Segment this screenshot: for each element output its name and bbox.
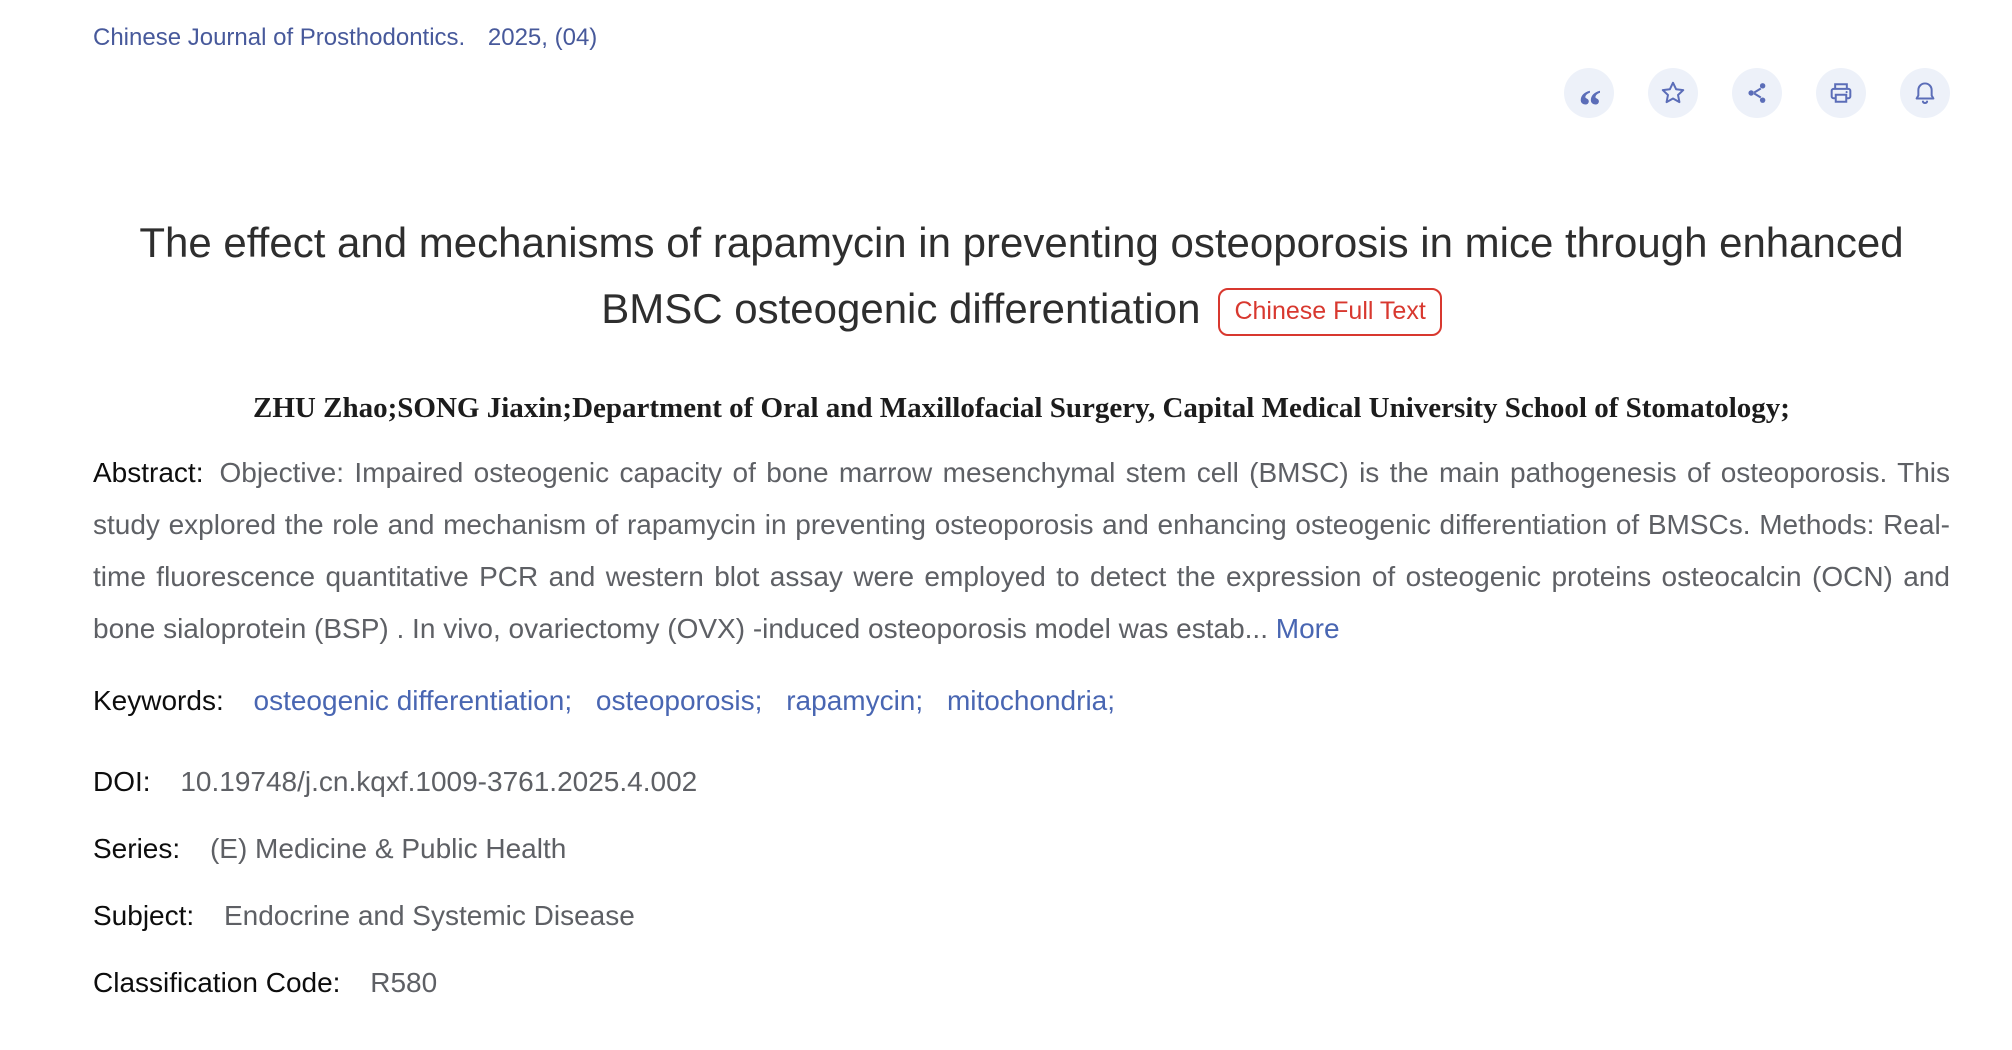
subject-label: Subject: — [93, 900, 195, 931]
alert-button[interactable] — [1900, 68, 1950, 118]
classification-code-value: R580 — [370, 967, 438, 998]
meta-row-doi — [93, 767, 1950, 797]
share-button[interactable] — [1732, 68, 1782, 118]
meta-row-series — [93, 834, 1950, 864]
star-icon — [1659, 79, 1687, 107]
meta-section — [93, 767, 1950, 998]
article-toolbar — [1564, 68, 1950, 131]
abstract-section — [93, 447, 1950, 655]
series-label: Series: — [93, 833, 181, 864]
abstract-text: Objective: Impaired osteogenic capacity of bone marrow mesenchymal stem cell (BMSC) is the main pathogenesis of osteoporosis. This study explored the role and mechanism of rapamycin in preventing osteoporosis and enhancing osteogenic differentiation of BMSCs. Methods: Real-time fluorescence quantitative PCR and western blot assay were employed to detect the expression of osteogenic proteins osteocalcin (OCN) and bone sialoprotein (BSP) . In vivo, ovariectomy (OVX) -induced osteoporosis model was estab... — [93, 457, 1950, 644]
subject-value: Endocrine and Systemic Disease — [223, 900, 635, 931]
doi-value: 10.19748/j.cn.kqxf.1009-3761.2025.4.002 — [180, 766, 698, 797]
favorite-button[interactable] — [1648, 68, 1698, 118]
abstract-label: Abstract: — [93, 457, 204, 488]
print-button[interactable] — [1816, 68, 1866, 118]
series-value: (E) Medicine & Public Health — [209, 833, 567, 864]
printer-icon — [1827, 79, 1855, 107]
page-title: The effect and mechanisms of rapamycin in preventing osteoporosis in mice through enhanced BMSC osteogenic differentiation — [139, 219, 1904, 332]
journal-header — [93, 0, 1950, 52]
authors-line[interactable]: ZHU Zhao;SONG Jiaxin;Department of Oral and Maxillofacial Surgery, Capital Medical University School of Stomatology; — [253, 392, 1790, 424]
meta-row-classification — [93, 968, 1950, 998]
abstract-more-link[interactable]: More — [1275, 613, 1340, 644]
keyword-link[interactable]: osteogenic differentiation; — [253, 685, 573, 716]
keywords-label: Keywords: — [93, 685, 224, 716]
journal-name-link[interactable]: Chinese Journal of Prosthodontics. — [93, 24, 466, 51]
bell-icon — [1911, 79, 1939, 107]
doi-label: DOI: — [93, 766, 151, 797]
quote-icon: “ — [1578, 80, 1600, 131]
quote-button[interactable] — [1564, 68, 1614, 131]
share-icon — [1744, 80, 1770, 106]
chinese-fulltext-button[interactable]: Chinese Full Text — [1218, 288, 1441, 336]
keyword-link[interactable]: osteoporosis; — [595, 685, 763, 716]
keyword-link[interactable]: mitochondria; — [946, 685, 1116, 716]
keywords-section — [93, 685, 1950, 717]
journal-issue-link[interactable]: 2025, (04) — [487, 24, 598, 51]
keyword-link[interactable]: rapamycin; — [786, 685, 924, 716]
classification-code-label: Classification Code: — [93, 967, 341, 998]
article-title-block — [93, 210, 1950, 342]
meta-row-subject — [93, 901, 1950, 931]
